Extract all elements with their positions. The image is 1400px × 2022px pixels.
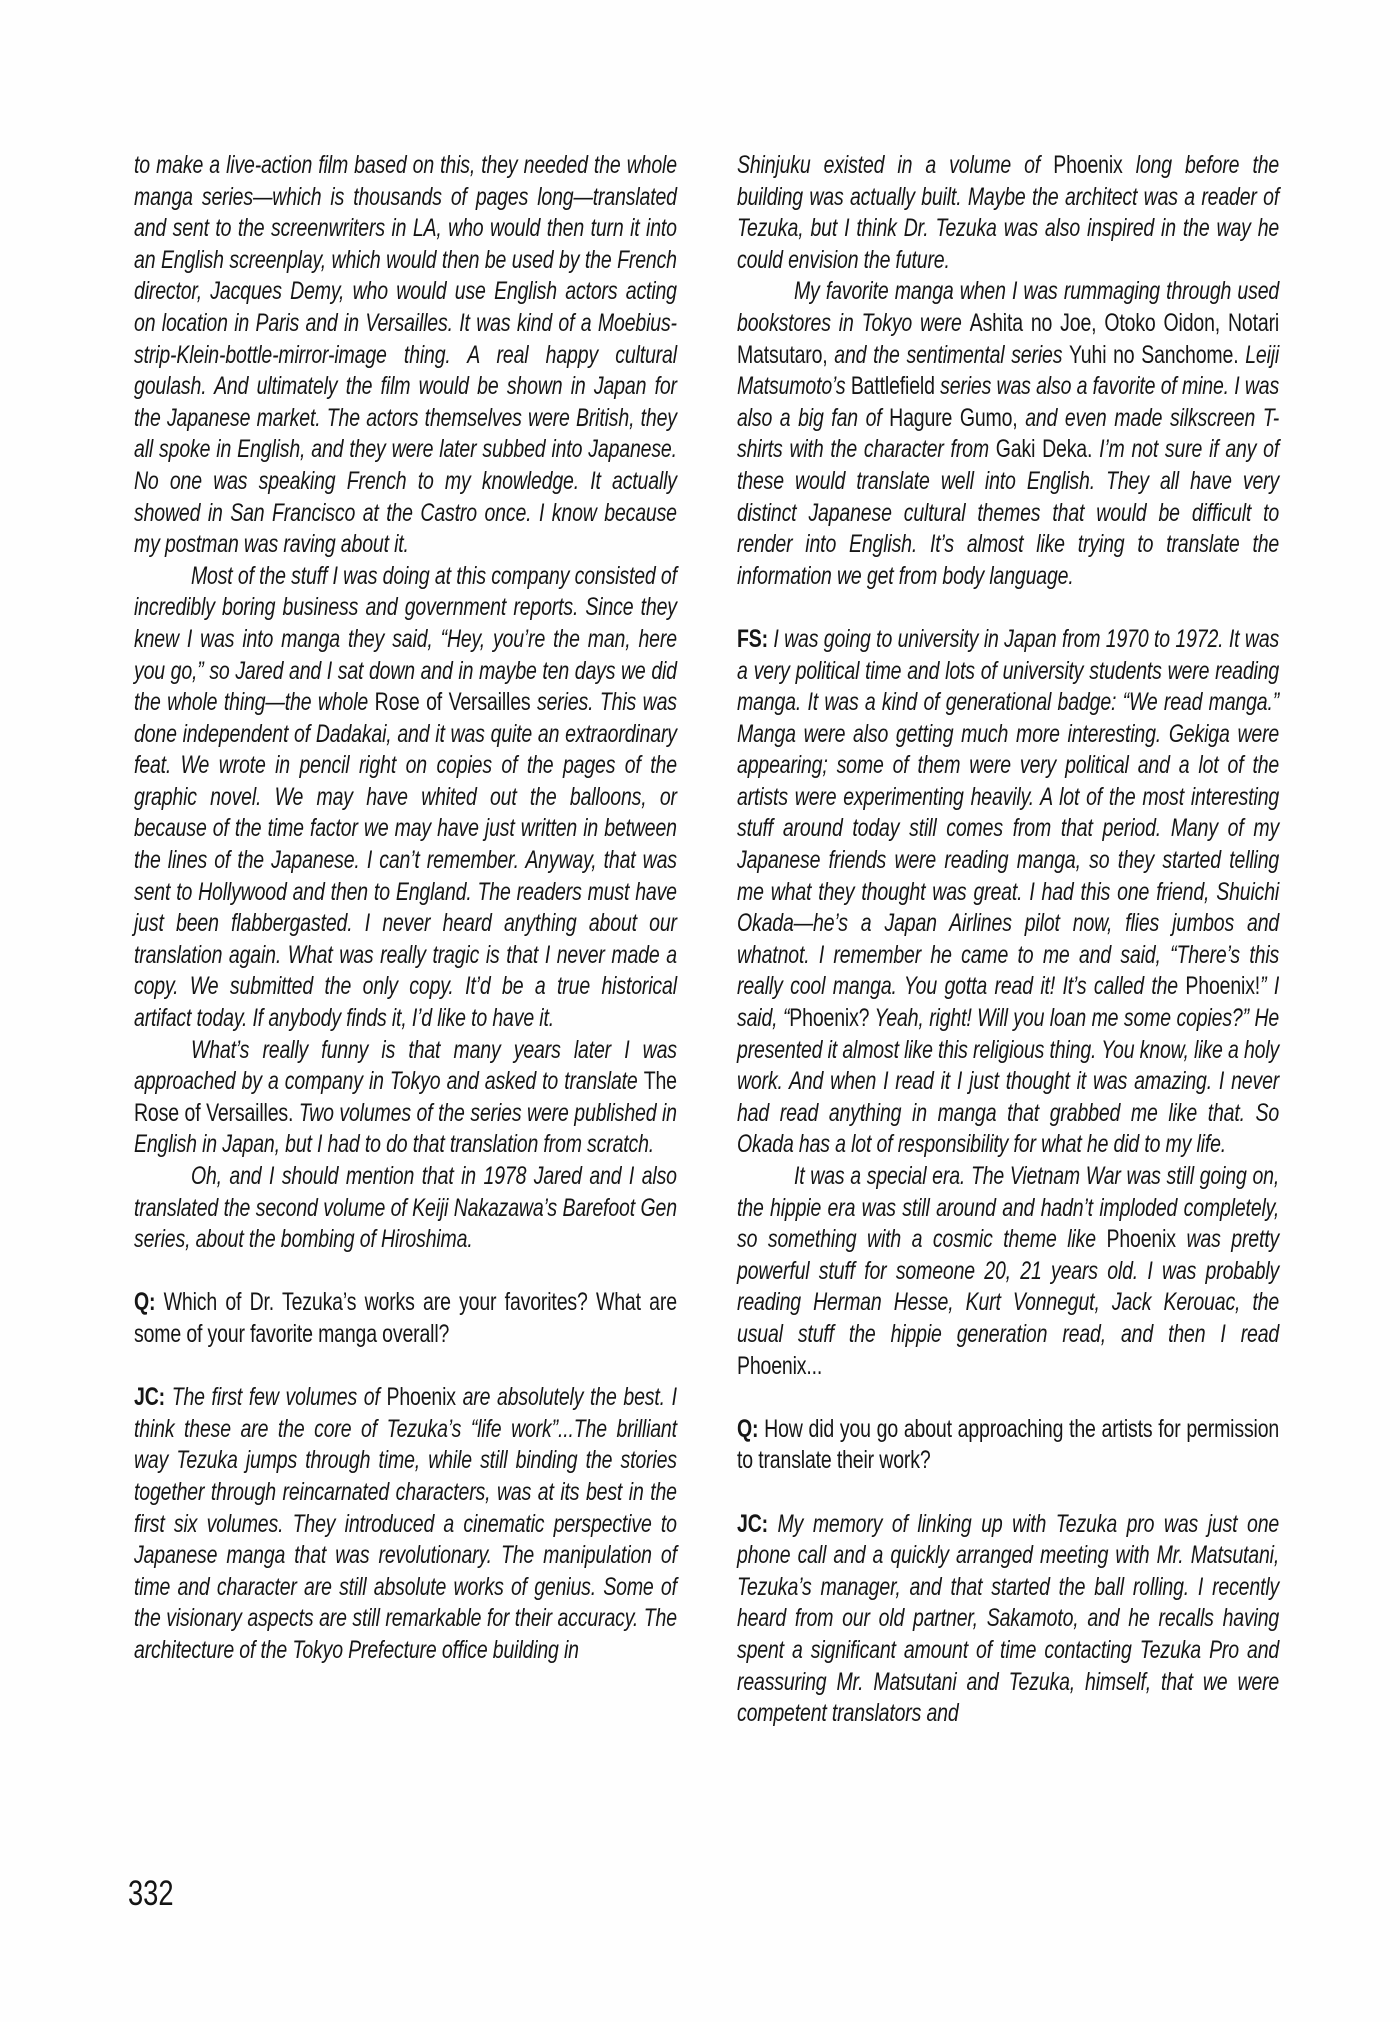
text-segment: The Rose of Versailles. <box>134 1067 677 1127</box>
text-segment: are absolutely the best. I think these are the core of Tezuka’s “life work”...The brilliant way Tezuka jumps through time, while still binding the stories together through reincarnated characters, was at its best in the first six volumes. They introduced a cinematic perspective to Japanese manga that was revolutionary. The manipulation of time and character are still absolute works of genius. Some of the visionary aspects are still remarkable for their accuracy. The architecture of the Tokyo Prefecture office building in <box>134 1383 677 1664</box>
text-segment: How did you go about approaching the artists for permission to translate their work? <box>737 1414 1280 1475</box>
paragraph <box>134 1035 677 1161</box>
text-segment: Phoenix <box>1106 1225 1176 1254</box>
text-segment: Leiji Matsumoto’s <box>737 340 1280 401</box>
paragraph <box>737 1414 1279 1477</box>
left-text-column <box>134 150 677 1667</box>
paragraph <box>134 1382 677 1666</box>
text-segment: It was a special era. The Vietnam War was still going on, the hippie era was still around and hadn’t imploded completely, so something with a cosmic theme like <box>737 1162 1280 1254</box>
text-segment: What’s really funny is that many years later I was approached by a company in Tokyo and asked to translate <box>134 1035 677 1096</box>
text-segment: I was going to university in Japan from 1970 to 1972. It was a very political time and lots of university students were reading manga. It was a kind of generational badge: “We read manga.” Manga were also getting much more interesting. Gekiga were appearing; some of them were very political and a lot of the artists were experimenting heavily. A lot of the most interesting stuff around today still comes from that period. Many of my Japanese friends were reading manga, so they started telling me what they thought was great. I had this one friend, Shuichi Okada—he’s a Japan Airlines pilot now, flies jumbos and whatnot. I remember he came to me and said, “There’s this really cool manga. You gotta read it! It’s called the <box>737 624 1280 1001</box>
paragraph <box>737 1509 1279 1730</box>
text-segment: to make a live-action film based on this, they needed the whole manga series—which is thousands of pages long—translated and sent to the screenwriters in LA, who would then turn it into an English screenplay, which would then be used by the French director, Jacques Demy, who would use English actors acting on location in Paris and in Versailles. It was kind of a Moebius-strip-Klein-bottle-mirror-image thing. A real happy cultural goulash. And ultimately the film would be shown in Japan for the Japanese market. The actors themselves were British, they all spoke in English, and they were later subbed into Japanese. No one was speaking French to my knowledge. It actually showed in San Francisco at the Castro once. I know because my postman was raving about it. <box>134 151 677 559</box>
text-segment: series. This was done independent of Dadakai, and it was quite an extraordinary feat. We wrote in pencil right on copies of the pages of the graphic novel. We may have whited out the balloons, or because of the time factor we may have just written in between the lines of the Japanese. I can’t remember. Anyway, that was sent to Hollywood and then to England. The readers must have just been flabbergasted. I never heard anything about our translation again. What was really tragic is that I never made a copy. We submitted the only copy. It’d be a true historical artifact today. If anybody finds it, I’d like to have it. <box>134 688 677 1033</box>
paragraph <box>737 1161 1279 1382</box>
text-segment: Hagure Gumo, <box>889 403 1018 432</box>
paragraph <box>134 1161 677 1256</box>
text-segment: Gaki Deka. <box>995 435 1093 464</box>
text-segment: Which of Dr. Tezuka’s works are your favorites? What are some of your favorite manga overall? <box>134 1288 677 1348</box>
text-segment: and even made silkscreen T-shirts with the character from <box>737 403 1280 464</box>
text-segment: Q: <box>737 1414 759 1443</box>
text-segment: My memory of linking up with Tezuka pro was just one phone call and a quickly arranged meeting with Mr. Matsutani, Tezuka’s manager, and that started the ball rolling. I recently heard from our old partner, Sakamoto, and he recalls having spent a significant amount of time contacting Tezuka Pro and reassuring Mr. Matsutani and Tezuka, himself, that we were competent translators and <box>737 1509 1280 1728</box>
paragraph <box>134 561 677 1035</box>
text-segment: Q: <box>134 1288 156 1317</box>
text-segment: My favorite manga when I was rummaging through used bookstores in Tokyo were <box>737 277 1280 337</box>
text-segment: Yuhi no Sanchome. <box>1069 340 1239 369</box>
text-segment: Yeah, right! Will you loan me some copies?” He presented it almost like this religious thing. You know, like a holy work. And when I read it I just thought it was amazing. I never had read anything in manga that grabbed me like that. So Okada has a lot of responsibility for what he did to my life. <box>737 1004 1280 1159</box>
text-segment: JC: <box>737 1509 768 1538</box>
text-segment: Phoenix <box>386 1383 456 1412</box>
text-segment: FS: <box>737 624 768 653</box>
text-segment: was pretty powerful stuff for someone 20, 21 years old. I was probably reading Herman Hesse, Kurt Vonnegut, Jack Kerouac, the usual stuff the hippie generation read, and then I read <box>737 1225 1280 1348</box>
text-segment: The first few volumes of <box>164 1383 387 1412</box>
text-segment: JC: <box>134 1383 165 1412</box>
text-segment: Phoenix <box>1053 151 1123 179</box>
text-segment: Oh, and I should mention that in 1978 Jared and I also translated the second volume of Keiji Nakazawa’s Barefoot Gen series, about the bombing of Hiroshima. <box>134 1162 677 1254</box>
right-text-column <box>737 150 1279 1730</box>
text-segment: Ashita no Joe, Otoko Oidon, Notari Matsutaro, <box>737 308 1280 369</box>
text-segment: Shinjuku existed in a volume of <box>737 151 1054 179</box>
text-segment: ” I said, “ <box>737 972 1280 1033</box>
text-segment: Phoenix... <box>737 1351 823 1380</box>
text-segment: Phoenix? <box>789 1004 870 1033</box>
text-segment: Phoenix! <box>1185 972 1261 1001</box>
text-segment: Rose of Versailles <box>374 688 531 717</box>
paragraph <box>134 1287 677 1350</box>
text-segment: long before the building was actually built. Maybe the architect was a reader of Tezuka, but I think Dr. Tezuka was also inspired in the way he could envision the future. <box>737 151 1280 274</box>
page-number: 332 <box>128 1874 174 1913</box>
text-segment: Two volumes of the series were published in English in Japan, but I had to do that translation from scratch. <box>134 1098 677 1159</box>
text-segment: Most of the stuff I was doing at this company consisted of incredibly boring business and government reports. Since they knew I was into manga they said, “Hey, you’re the man, here you go,” so Jared and I sat down and in maybe ten days we did the whole thing—the whole <box>134 561 677 717</box>
text-segment: I’m not sure if any of these would translate well into English. They all have very distinct Japanese cultural themes that would be difficult to render into English. It’s almost like trying to translate the information we get from body language. <box>737 435 1280 590</box>
text-segment: and the sentimental series <box>827 340 1070 369</box>
text-segment: series was also a favorite of mine. I was also a big fan of <box>737 372 1280 432</box>
paragraph <box>134 150 677 561</box>
paragraph <box>737 276 1279 592</box>
paragraph <box>737 150 1279 276</box>
paragraph <box>737 624 1279 1161</box>
text-segment: Battlefield <box>850 372 935 401</box>
